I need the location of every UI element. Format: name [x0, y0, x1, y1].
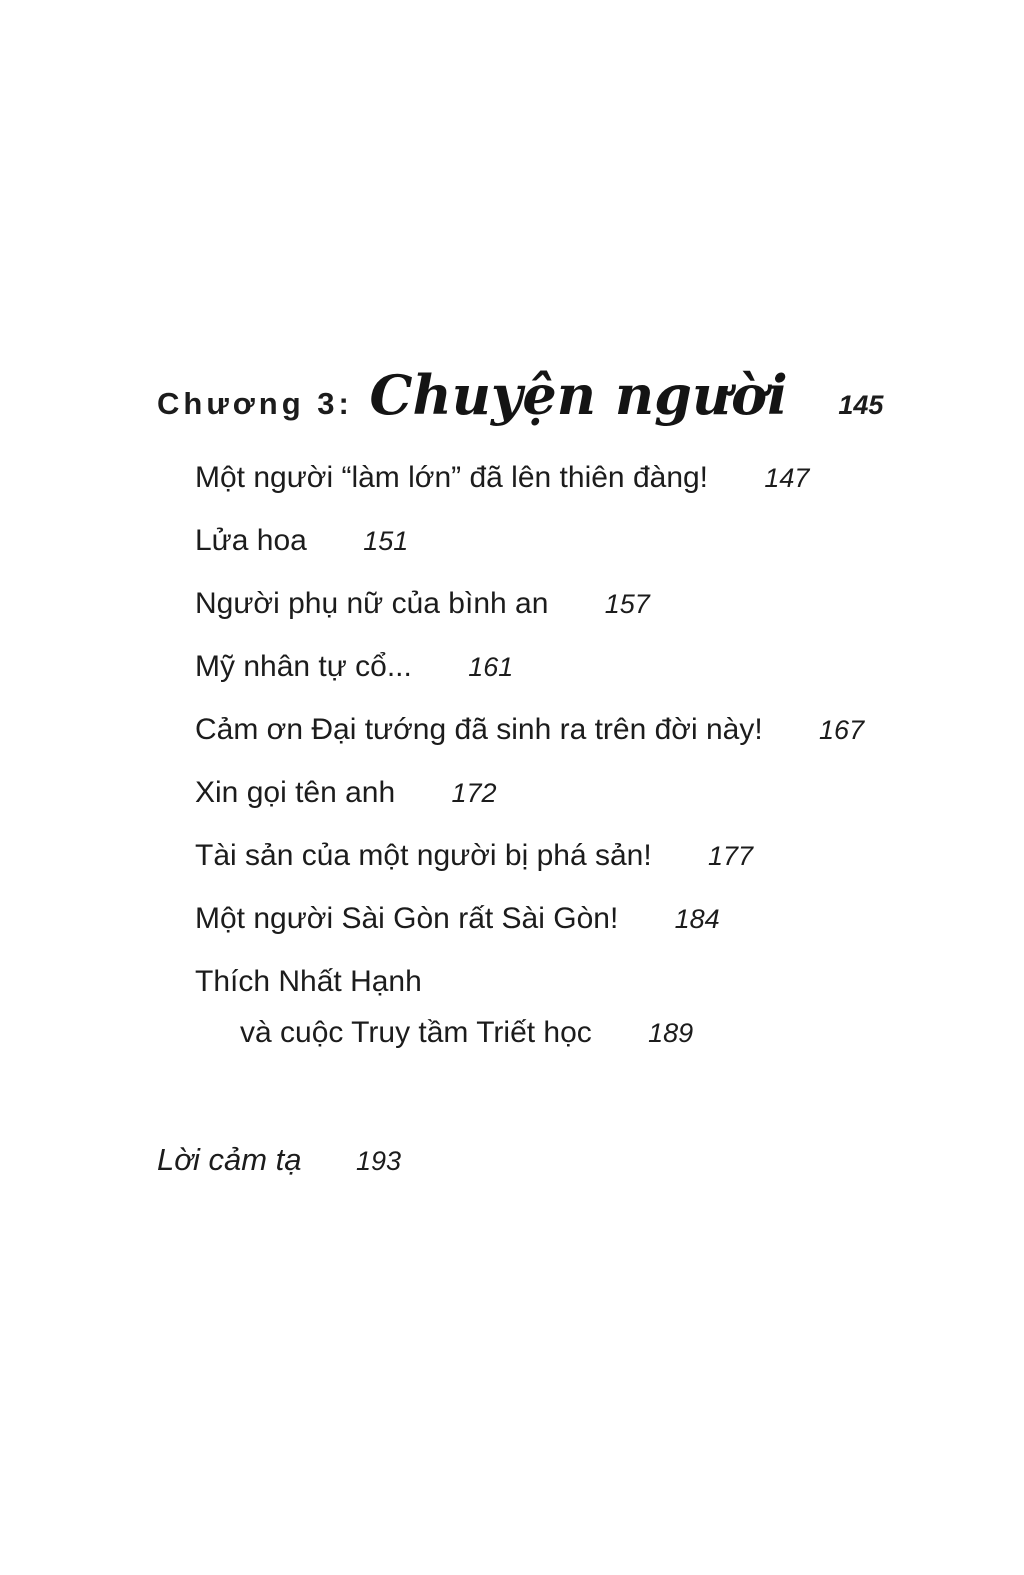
toc-entry — [195, 902, 955, 936]
toc-entry — [195, 650, 955, 684]
toc-entry-page-number: 177 — [708, 841, 754, 871]
footer-entry-page-number: 193 — [355, 1146, 402, 1176]
toc-entry — [195, 524, 955, 558]
toc-entry — [195, 839, 955, 873]
toc-entry — [195, 461, 955, 495]
toc-entry-title: Lửa hoa — [195, 524, 307, 557]
toc-entry-title: Thích Nhất Hạnh — [195, 965, 422, 998]
toc-entry-title: Cảm ơn Đại tướng đã sinh ra trên đời này! — [195, 713, 763, 746]
toc-entry-page-number: 189 — [648, 1018, 694, 1048]
toc-entry-title: Một người “làm lớn” đã lên thiên đàng! — [195, 461, 709, 494]
toc-entry-title: Một người Sài Gòn rất Sài Gòn! — [195, 902, 619, 935]
toc-entry-title: Xin gọi tên anh — [195, 776, 396, 809]
toc-entry — [195, 776, 955, 810]
toc-entry — [195, 713, 955, 747]
toc-entry — [195, 587, 955, 621]
toc-entry-page-number: 157 — [604, 589, 650, 619]
toc-entry-page-number: 172 — [451, 778, 497, 808]
toc-entry-page-number: 184 — [674, 904, 720, 934]
toc-entry-title: Người phụ nữ của bình an — [195, 587, 549, 620]
toc-entry-title: Mỹ nhân tự cổ... — [195, 650, 412, 683]
toc-list — [195, 461, 955, 1079]
footer-entry — [157, 1142, 401, 1178]
footer-entry-title: Lời cảm tạ — [157, 1142, 302, 1177]
toc-entry-page-number: 151 — [363, 526, 409, 556]
chapter-title: Chuyện người — [369, 363, 788, 427]
chapter-prefix: Chương 3: — [157, 386, 353, 421]
toc-entry-title-line2: và cuộc Truy tầm Triết học — [240, 1016, 592, 1049]
toc-entry-page-number: 147 — [764, 463, 810, 493]
chapter-page-number: 145 — [838, 390, 884, 420]
toc-entry — [195, 965, 955, 1050]
toc-entry-page-number: 167 — [819, 715, 865, 745]
chapter-heading — [157, 362, 883, 440]
toc-entry-page-number: 161 — [468, 652, 514, 682]
toc-entry-title-line2-row — [195, 1016, 955, 1050]
toc-entry-title: Tài sản của một người bị phá sản! — [195, 839, 652, 872]
